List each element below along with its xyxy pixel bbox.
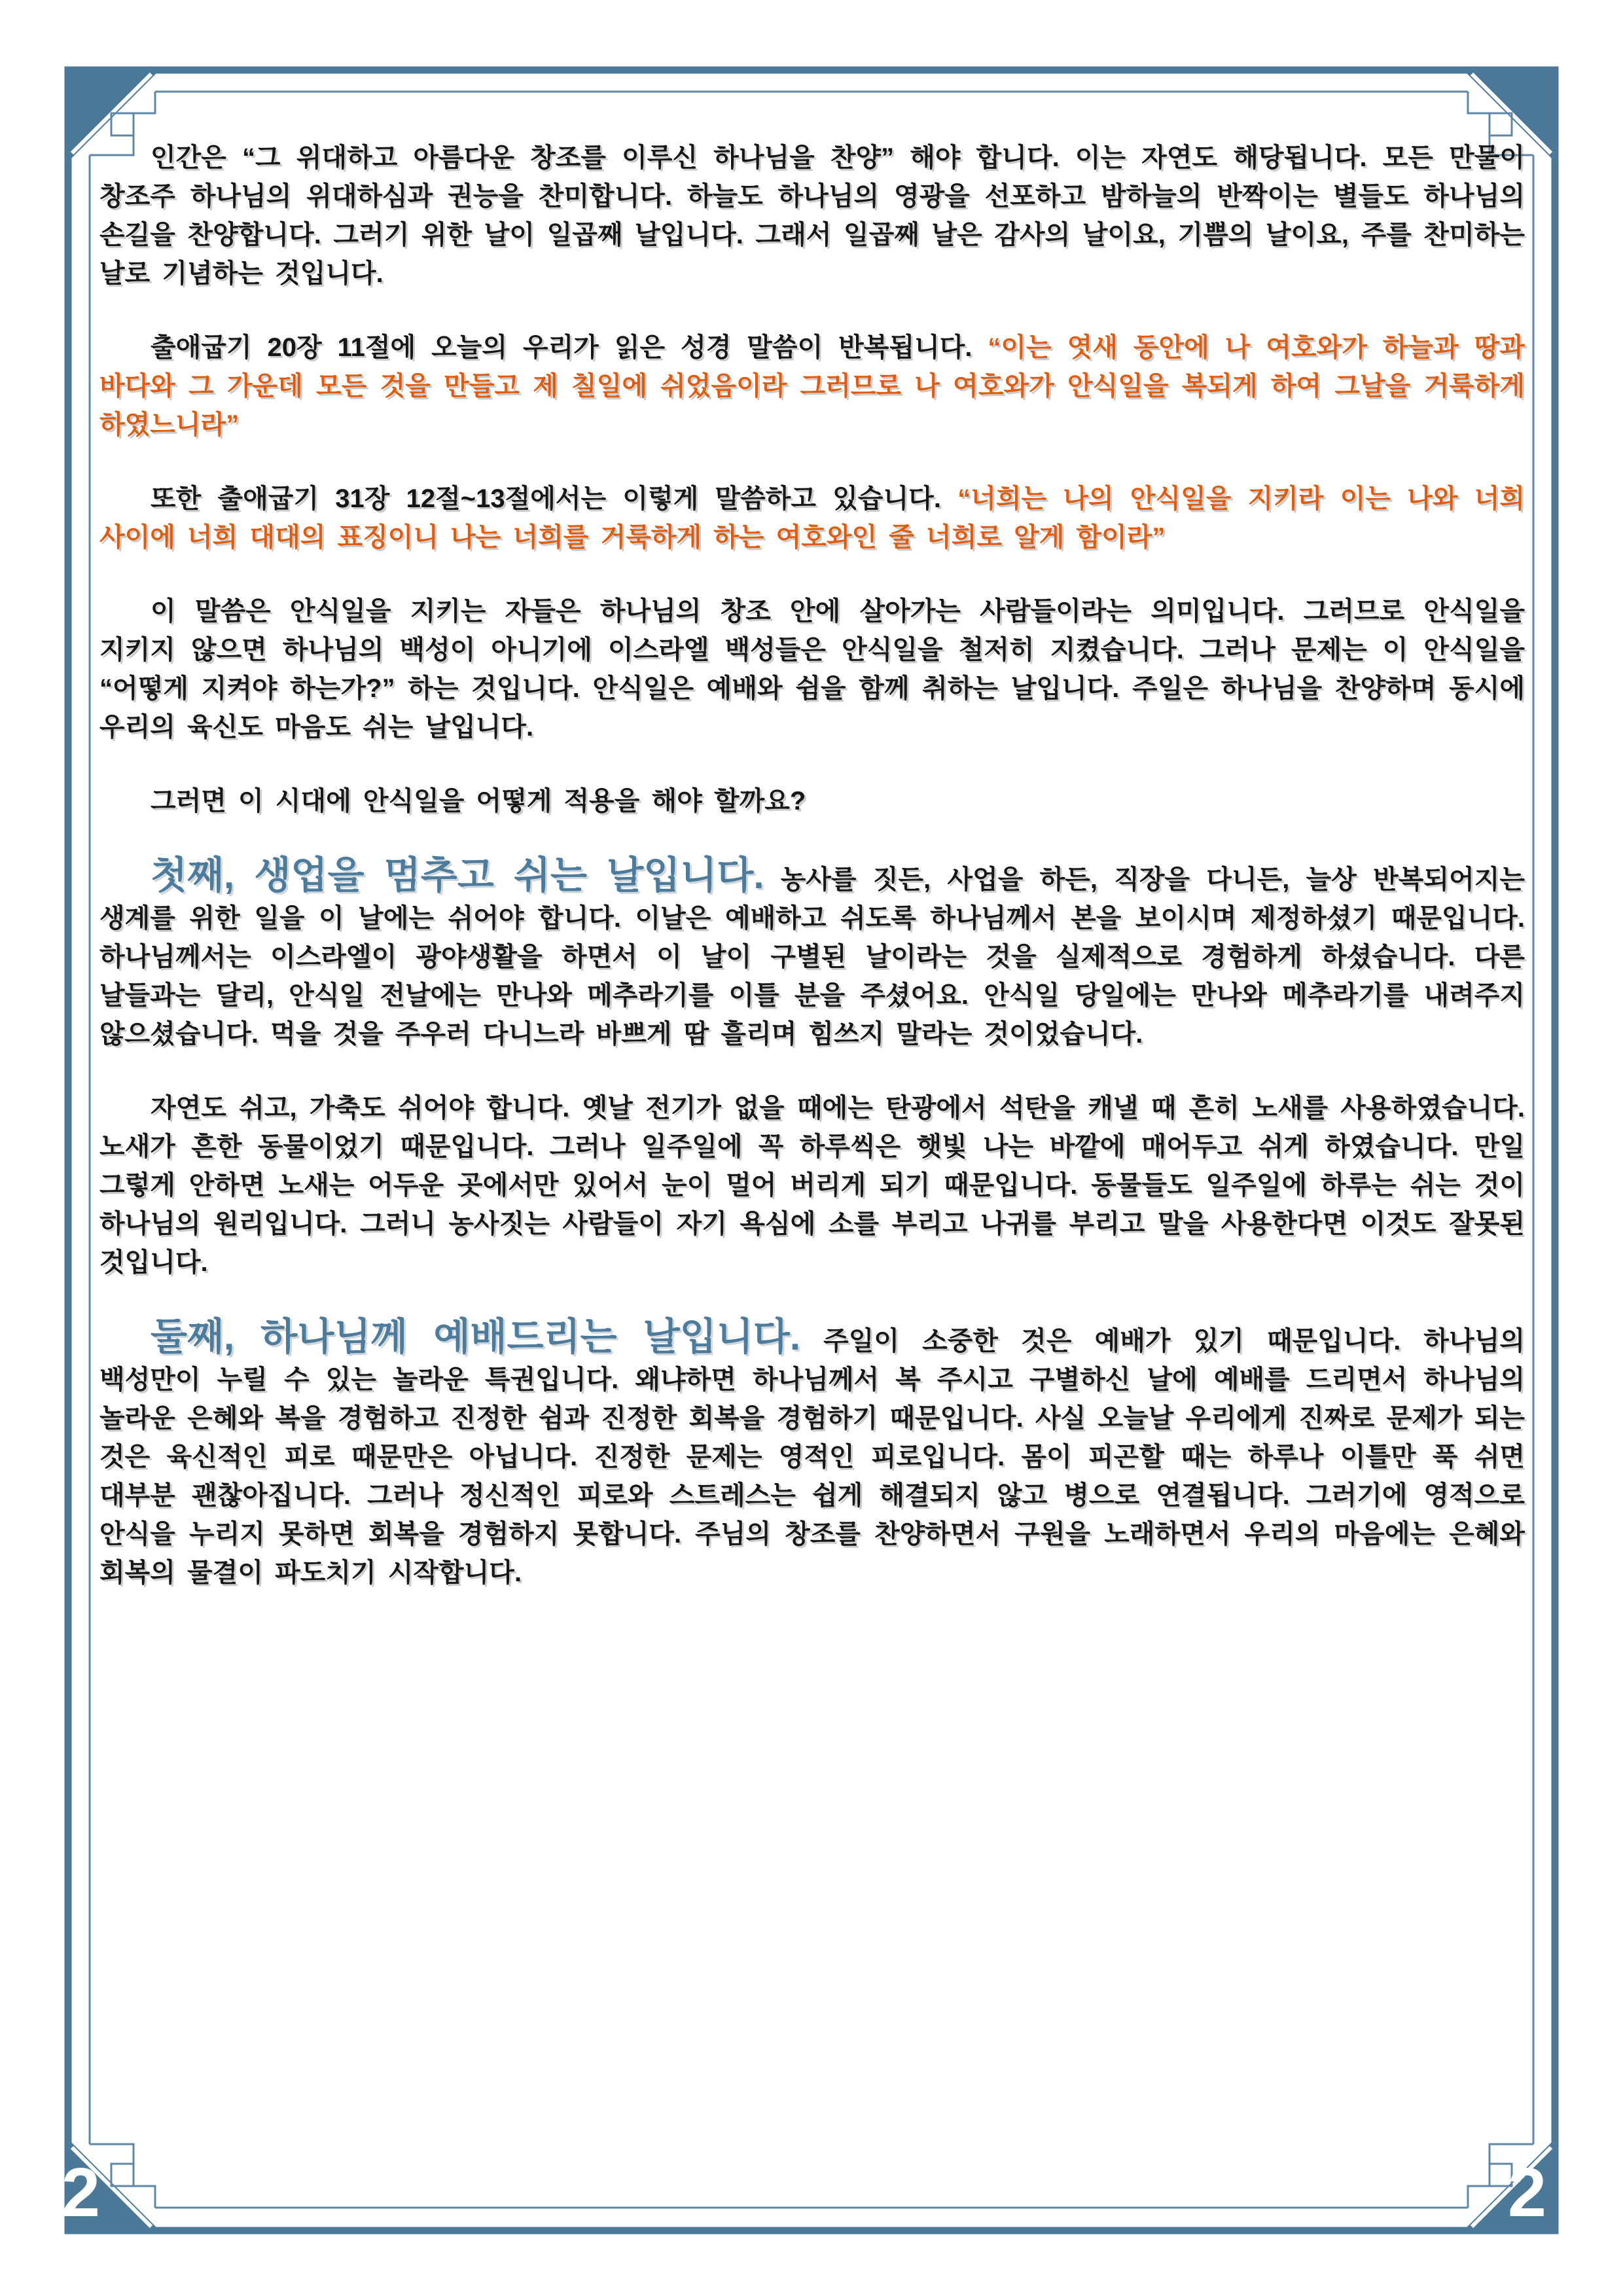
section-body: 주일이 소중한 것은 예배가 있기 때문입니다. 하나님의 백성만이 누릴 수 있는 놀라운 특권입니다. 왜냐하면 하나님께서 복 주시고 구별하신 날에 예배를 드리면서 하나님의 놀라운 은혜와 복을 경험하고 진정한 쉼과 진정한 회복을 경험하기 때문입니다. 사실 오늘날 우리에게 진짜로 문제가 되는 것은 육신적인 피로 때문만은 아닙니다. 진정한 문제는 영적인 피로입니다. 몸이 피곤할 때는 하루나 이틀만 푹 쉬면 대부분 괜찮아집니다. 그러나 정신적인 피로와 스트레스는 쉽게 해결되지 않고 병으로 연결됩니다. 그러기에 영적으로 안식을 누리지 못하면 회복을 경험하지 못합니다. 주님의 창조를 찬양하면서 구원을 노래하면서 우리의 마음에는 은혜와 회복의 물결이 파도치기 시작합니다. (99, 1327, 1525, 1587)
paragraph-text: 그러면 이 시대에 안식일을 어떻게 적용을 해야 할까요? (151, 787, 806, 816)
section-heading-first: 첫째, 생업을 멈추고 쉬는 날입니다. (151, 854, 764, 897)
page-number-right: 2 (1508, 2154, 1546, 2231)
page-number-left: 2 (62, 2154, 100, 2231)
paragraph-text: 이 말씀은 안식일을 지키는 자들은 하나님의 창조 안에 살아가는 사람들이라는 의미입니다. 그러므로 안식일을 지키지 않으면 하나님의 백성이 아니기에 이스라엘 백성들은 안식일을 철저히 지켰습니다. 그러나 문제는 이 안식일을 “어떻게 지켜야 하는가?” 하는 것입니다. 안식일은 예배와 쉼을 함께 취하는 날입니다. 주일은 하나님을 찬양하며 동시에 우리의 육신도 마음도 쉬는 날입니다. (99, 597, 1525, 742)
paragraph-exodus-20-11 (99, 329, 1525, 444)
section-second-point (99, 1318, 1525, 1592)
paragraph-exodus-31-12 (99, 480, 1525, 557)
section-heading-second: 둘째, 하나님께 예배드리는 날입니다. (151, 1316, 800, 1358)
paragraph-text: 자연도 쉬고, 가축도 쉬어야 합니다. 옛날 전기가 없을 때에는 탄광에서 석탄을 캐낼 때 흔히 노새를 사용하였습니다. 노새가 흔한 동물이었기 때문입니다. 그러나 일주일에 꼭 하루씩은 햇빛 나는 바깥에 매어두고 쉬게 하였습니다. 만일 그렇게 안하면 노새는 어두운 곳에서만 있어서 눈이 멀어 버리게 되기 때문입니다. 동물들도 일주일에 하루는 쉬는 것이 하나님의 원리입니다. 그러니 농사짓는 사람들이 자기 욕심에 소를 부리고 나귀를 부리고 말을 사용한다면 이것도 잘못된 것입니다. (99, 1094, 1525, 1277)
paragraph-text: 인간은 “그 위대하고 아름다운 창조를 이루신 하나님을 찬양” 해야 합니다. 이는 자연도 해당됩니다. 모든 만물이 창조주 하나님의 위대하심과 권능을 찬미합니다. 하늘도 하나님의 영광을 선포하고 밤하늘의 반짝이는 별들도 하나님의 손길을 찬양합니다. 그러기 위한 날이 일곱째 날입니다. 그래서 일곱째 날은 감사의 날이요, 기쁨의 날이요, 주를 찬미하는 날로 기념하는 것입니다. (99, 143, 1525, 288)
scripture-quote-exodus-31-12: “너희는 나의 안식일을 지키라 이는 나와 너희 사이에 너희 대대의 표징이니 나는 너희를 거룩하게 하는 여호와인 줄 너희로 알게 함이라” (99, 484, 1525, 552)
paragraph-question (99, 782, 1525, 821)
paragraph-intro: 또한 출애굽기 31장 12절~13절에서는 이렇게 말씀하고 있습니다. (151, 484, 958, 513)
paragraph-praise-creation (99, 139, 1525, 293)
section-first-point (99, 856, 1525, 1054)
section-body: 농사를 짓든, 사업을 하든, 직장을 다니든, 늘상 반복되어지는 생계를 위한 일을 이 날에는 쉬어야 합니다. 이날은 예배하고 쉬도록 하나님께서 본을 보이시며 제정하셨기 때문입니다. 하나님께서는 이스라엘이 광야생활을 하면서 이 날이 구별된 날이라는 것을 실제적으로 경험하게 하셨습니다. 다른 날들과는 달리, 안식일 전날에는 만나와 메추라기를 이틀 분을 주셨어요. 안식일 당일에는 만나와 메추라기를 내려주지 않으셨습니다. 먹을 것을 주우러 다니느라 바쁘게 땀 흘리며 힘쓰지 말라는 것이었습니다. (99, 865, 1525, 1049)
paragraph-animals-rest (99, 1089, 1525, 1282)
scripture-quote-exodus-20-11: “이는 엿새 동안에 나 여호와가 하늘과 땅과 바다와 그 가운데 모든 것을 만들고 제 칠일에 쉬었음이라 그러므로 나 여호와가 안식일을 복되게 하여 그날을 거룩하게 하였느니라” (99, 333, 1525, 439)
paragraph-intro: 출애굽기 20장 11절에 오늘의 우리가 읽은 성경 말씀이 반복됩니다. (151, 333, 988, 362)
sermon-text (99, 139, 1525, 1628)
paragraph-keeping-sabbath (99, 592, 1525, 747)
